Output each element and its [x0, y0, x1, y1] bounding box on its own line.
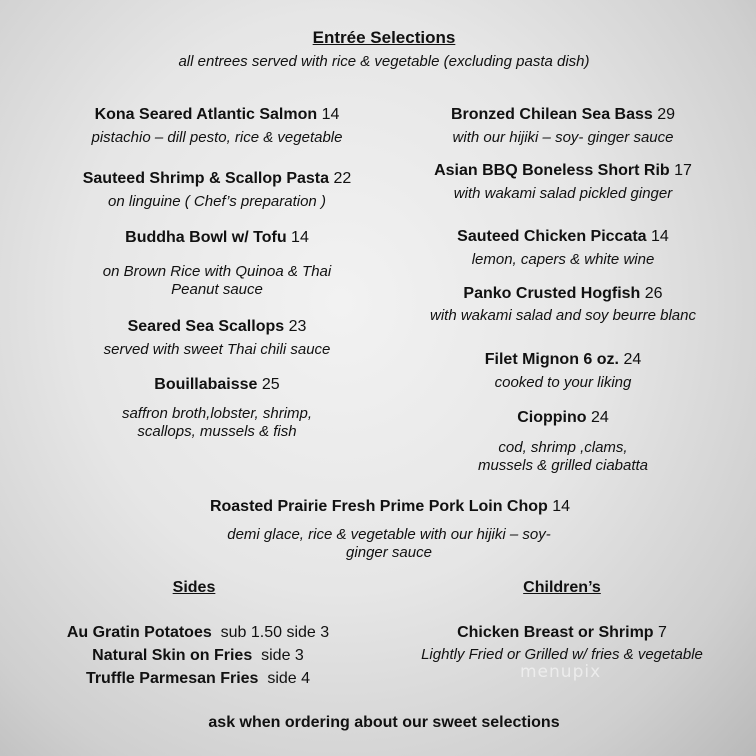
- dish-name: Bronzed Chilean Sea Bass: [450, 106, 653, 123]
- side-name: Natural Skin on Fries: [92, 647, 253, 664]
- dish-desc-line1: on Brown Rice with Quinoa & Thai: [102, 263, 332, 280]
- dish-desc: with our hijiki – soy- ginger sauce: [452, 129, 674, 146]
- dish-name: Asian BBQ Boneless Short Rib: [434, 162, 670, 179]
- dish-price: 26: [644, 285, 663, 302]
- dish-price: 24: [623, 351, 642, 368]
- dish-desc: cooked to your liking: [494, 374, 632, 391]
- dish-price: 29: [657, 106, 676, 123]
- side-item: [0, 623, 396, 642]
- dish-buddha-bowl: [22, 228, 412, 247]
- dish-price: 14: [321, 106, 340, 123]
- dish-desc: on linguine ( Chef’s preparation ): [108, 193, 326, 210]
- side-price: side 3: [261, 647, 304, 664]
- dish-bouillabaisse: [22, 375, 412, 394]
- dish-desc-line1: saffron broth,lobster, shrimp,: [121, 405, 313, 422]
- side-name: Au Gratin Potatoes: [66, 624, 212, 641]
- childrens-heading: Children’s: [523, 579, 601, 596]
- dish-desc-line1: demi glace, rice & vegetable with our hijiki – soy-: [227, 526, 551, 543]
- menu-subtitle: all entrees served with rice & vegetable (excluding pasta dish): [178, 53, 590, 70]
- dish-price: 22: [333, 170, 352, 187]
- side-item: [0, 669, 396, 688]
- dish-name: Buddha Bowl w/ Tofu: [125, 229, 287, 246]
- dish-name: Filet Mignon 6 oz.: [484, 351, 619, 368]
- dish-filet-mignon: [368, 350, 756, 369]
- dish-price: 24: [590, 409, 609, 426]
- childrens-name: Chicken Breast or Shrimp: [457, 624, 654, 641]
- dish-chicken-piccata: [368, 227, 756, 246]
- dish-name: Bouillabaisse: [154, 376, 258, 393]
- dish-desc-line2: Peanut sauce: [171, 281, 263, 298]
- dish-cioppino: [368, 408, 756, 427]
- dish-name: Sauteed Shrimp & Scallop Pasta: [82, 170, 330, 187]
- dish-desc: with wakami salad and soy beurre blanc: [430, 307, 696, 324]
- dish-name: Sauteed Chicken Piccata: [457, 228, 647, 245]
- dish-price: 14: [552, 498, 571, 515]
- side-price: sub 1.50 side 3: [220, 624, 330, 641]
- dish-price: 17: [674, 162, 692, 179]
- childrens-desc: Lightly Fried or Grilled w/ fries & vegetable: [421, 646, 703, 663]
- dish-price: 14: [291, 229, 309, 246]
- dish-name: Kona Seared Atlantic Salmon: [94, 106, 318, 123]
- dish-shrimp-scallop-pasta: [22, 169, 412, 188]
- dish-desc-line1: cod, shrimp ,clams,: [498, 439, 628, 456]
- footer-note: ask when ordering about our sweet selections: [208, 714, 560, 731]
- watermark: menupix: [520, 662, 602, 682]
- childrens-price: 7: [658, 624, 667, 641]
- dish-name: Roasted Prairie Fresh Prime Pork Loin Chop: [209, 498, 548, 515]
- dish-chilean-sea-bass: [368, 105, 756, 124]
- side-name: Truffle Parmesan Fries: [85, 670, 259, 687]
- sides-heading: Sides: [172, 579, 216, 596]
- dish-price: 25: [261, 376, 280, 393]
- dish-pork-loin-chop: [0, 497, 756, 516]
- dish-desc: pistachio – dill pesto, rice & vegetable: [91, 129, 343, 146]
- dish-kona-salmon: [22, 105, 412, 124]
- side-item: [0, 646, 396, 665]
- dish-desc: lemon, capers & white wine: [471, 251, 655, 268]
- side-price: side 4: [267, 670, 311, 687]
- dish-price: 23: [288, 318, 307, 335]
- childrens-item: [374, 623, 750, 642]
- menu-title: Entrée Selections: [312, 28, 456, 47]
- dish-desc-line2: scallops, mussels & fish: [137, 423, 297, 440]
- dish-seared-scallops: [22, 317, 412, 336]
- dish-short-rib: [368, 161, 756, 180]
- dish-price: 14: [651, 228, 669, 245]
- dish-name: Cioppino: [517, 409, 587, 426]
- dish-desc-line2: mussels & grilled ciabatta: [477, 457, 649, 474]
- dish-name: Panko Crusted Hogfish: [463, 285, 641, 302]
- dish-desc-line2: ginger sauce: [346, 544, 432, 561]
- dish-hogfish: [368, 284, 756, 303]
- dish-name: Seared Sea Scallops: [127, 318, 285, 335]
- dish-desc: served with sweet Thai chili sauce: [103, 341, 331, 358]
- dish-desc: with wakami salad pickled ginger: [453, 185, 673, 202]
